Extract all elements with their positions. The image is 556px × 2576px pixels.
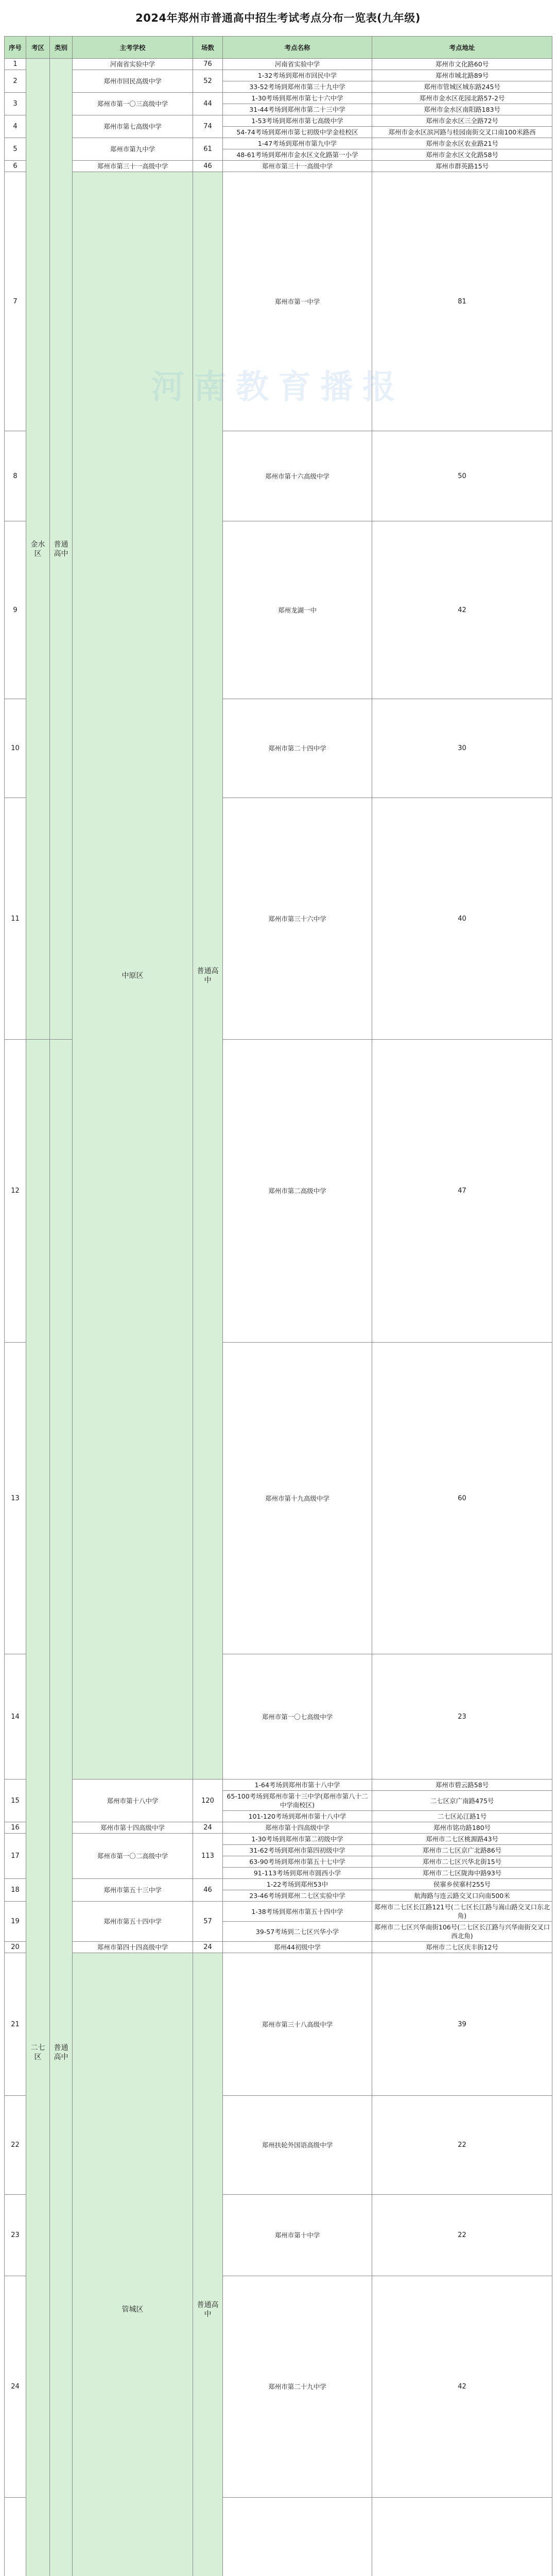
count-cell [372, 2498, 552, 2576]
school-cell: 郑州市第七高级中学 [73, 115, 193, 138]
seq-cell: 1 [5, 59, 26, 70]
site-name-cell: 1-64考场到郑州市第十八中学 [223, 1780, 372, 1791]
count-cell: 74 [193, 115, 223, 138]
seq-cell: 12 [5, 1040, 26, 1343]
seq-cell: 20 [5, 1942, 26, 1953]
header-type: 类别 [50, 37, 73, 59]
seq-cell: 3 [5, 93, 26, 115]
count-cell: 81 [372, 172, 552, 431]
seq-cell: 17 [5, 1834, 26, 1879]
site-address-cell: 郑州市文化路60号 [372, 59, 552, 70]
exam-site-table [4, 36, 552, 2576]
count-cell: 57 [193, 1902, 223, 1942]
site-address-cell: 郑州市城北路89号 [372, 70, 552, 81]
count-cell: 23 [372, 1654, 552, 1780]
watermark: 河南教育播报 [0, 361, 556, 408]
count-cell: 113 [193, 1834, 223, 1879]
site-address-cell: 侯寨乡侯寨村255号 [372, 1879, 552, 1890]
site-address-cell: 郑州市碧云路58号 [372, 1780, 552, 1791]
header-site-address: 考点地址 [372, 37, 552, 59]
count-cell: 24 [193, 1942, 223, 1953]
count-cell: 40 [372, 798, 552, 1040]
site-name-cell: 91-113考场到郑州市圆西小学 [223, 1868, 372, 1879]
table-row [5, 59, 552, 70]
site-address-cell: 郑州市二七区陇海中路93号 [372, 1868, 552, 1879]
header-count: 场数 [193, 37, 223, 59]
school-cell: 郑州市第十中学 [223, 2195, 372, 2276]
seq-cell: 24 [5, 2276, 26, 2498]
table-row [5, 172, 552, 297]
seq-cell: 15 [5, 1780, 26, 1822]
site-name-cell: 48-61考场到郑州市金水区文化路第一小学 [223, 149, 372, 161]
count-cell: 22 [372, 2096, 552, 2195]
table-row [5, 115, 552, 127]
count-cell: 46 [193, 1879, 223, 1902]
table-row [5, 70, 552, 81]
seq-cell: 2 [5, 70, 26, 93]
category-cell: 普通高中 [50, 1040, 73, 2576]
count-cell: 30 [372, 699, 552, 798]
district-cell: 金水区 [26, 59, 50, 1040]
count-cell: 39 [372, 1953, 552, 2096]
table-header-row [5, 37, 552, 59]
category-cell: 普通高中 [50, 59, 73, 1040]
school-cell: 郑州市第十九高级中学 [223, 1343, 372, 1654]
school-cell: 郑州市第十八中学 [73, 1780, 193, 1822]
site-name-cell: 63-90考场到郑州市第五十七中学 [223, 1856, 372, 1868]
count-cell: 42 [372, 2276, 552, 2498]
seq-cell: 7 [5, 172, 26, 431]
seq-cell: 10 [5, 699, 26, 798]
seq-cell: 16 [5, 1822, 26, 1834]
seq-cell: 22 [5, 2096, 26, 2195]
header-district: 考区 [26, 37, 50, 59]
school-cell: 郑州市第二十九中学 [223, 2276, 372, 2498]
site-address-cell: 郑州市金水区文化路58号 [372, 149, 552, 161]
table-row [5, 1822, 552, 1834]
site-address-cell: 郑州市金水区南阳路183号 [372, 104, 552, 115]
school-cell: 郑州市第四十四高级中学 [73, 1942, 193, 1953]
school-cell: 郑州市回民高级中学 [73, 70, 193, 93]
count-cell: 76 [193, 59, 223, 70]
count-cell: 44 [193, 93, 223, 115]
site-name-cell: 1-38考场到郑州市第五十四中学 [223, 1902, 372, 1922]
seq-cell: 23 [5, 2195, 26, 2276]
site-name-cell: 33-52考场到郑州市第三十九中学 [223, 81, 372, 93]
count-cell: 22 [372, 2195, 552, 2276]
site-name-cell: 河南省实验中学 [223, 59, 372, 70]
site-name-cell: 郑州44初级中学 [223, 1942, 372, 1953]
site-name-cell: 23-46考场到郑州二七区实验中学 [223, 1890, 372, 1902]
table-row [5, 1942, 552, 1953]
site-name-cell: 1-47考场到郑州市第九中学 [223, 138, 372, 149]
school-cell: 郑州市第一中学 [223, 172, 372, 431]
school-cell [223, 2498, 372, 2576]
seq-cell: 8 [5, 431, 26, 521]
header-seq: 序号 [5, 37, 26, 59]
school-cell: 郑州市第三十一高级中学 [73, 161, 193, 172]
school-cell: 郑州市第九中学 [73, 138, 193, 161]
page-title: 2024年郑州市普通高中招生考试考点分布一览表(九年级) [0, 0, 556, 36]
site-address-cell: 二七区京广南路475号 [372, 1791, 552, 1811]
site-name-cell: 54-74考场到郑州市第七初级中学金桂校区 [223, 127, 372, 138]
site-name-cell: 1-22考场到郑州53中 [223, 1879, 372, 1890]
seq-cell: 11 [5, 798, 26, 1040]
seq-cell: 19 [5, 1902, 26, 1942]
school-cell: 河南省实验中学 [73, 59, 193, 70]
table-row [5, 1780, 552, 1791]
district-cell: 二七区 [26, 1040, 50, 2576]
table-row [5, 138, 552, 149]
count-cell: 52 [193, 70, 223, 93]
site-name-cell: 65-100考场到郑州市第十三中学(郑州市第八十二中学南校区) [223, 1791, 372, 1811]
site-name-cell: 郑州市第十四高级中学 [223, 1822, 372, 1834]
seq-cell: 6 [5, 161, 26, 172]
site-address-cell: 郑州市金水区滨河路与桂园南街交叉口南100米路西 [372, 127, 552, 138]
school-cell: 郑州市第一〇三高级中学 [73, 93, 193, 115]
category-cell: 普通高中 [193, 172, 223, 1780]
table-row [5, 1879, 552, 1890]
school-cell: 郑州龙湖一中 [223, 521, 372, 699]
school-cell: 郑州市第三十六中学 [223, 798, 372, 1040]
site-address-cell: 郑州市二七区桃源路43号 [372, 1834, 552, 1845]
table-row [5, 1953, 552, 2096]
site-name-cell: 1-53考场到郑州市第七高级中学 [223, 115, 372, 127]
site-address-cell: 郑州市铭功路180号 [372, 1822, 552, 1834]
site-address-cell: 郑州市群英路15号 [372, 161, 552, 172]
site-address-cell: 郑州市金水区花园北路57-2号 [372, 93, 552, 104]
site-name-cell: 101-120考场到郑州市第十八中学 [223, 1811, 372, 1822]
table-row [5, 161, 552, 172]
site-address-cell: 二七区沁江路1号 [372, 1811, 552, 1822]
school-cell: 郑州市第十六高级中学 [223, 431, 372, 521]
site-address-cell: 郑州市金水区农业路21号 [372, 138, 552, 149]
school-cell: 郑州市第十四高级中学 [73, 1822, 193, 1834]
school-cell: 郑州扶轮外国语高级中学 [223, 2096, 372, 2195]
seq-cell: 5 [5, 138, 26, 161]
site-address-cell: 郑州市金水区三全路72号 [372, 115, 552, 127]
school-cell: 郑州市第二十四中学 [223, 699, 372, 798]
school-cell: 郑州市第二高级中学 [223, 1040, 372, 1343]
site-name-cell: 31-62考场到郑州市第四初级中学 [223, 1845, 372, 1856]
site-address-cell: 郑州市管城区城东路245号 [372, 81, 552, 93]
site-name-cell: 39-57考场到二七区兴华小学 [223, 1922, 372, 1942]
seq-cell [5, 2498, 26, 2576]
district-cell: 中原区 [73, 172, 193, 1780]
site-name-cell: 1-30考场到郑州市第二初级中学 [223, 1834, 372, 1845]
count-cell: 60 [372, 1343, 552, 1654]
category-cell: 普通高中 [193, 1953, 223, 2576]
seq-cell: 9 [5, 521, 26, 699]
count-cell: 50 [372, 431, 552, 521]
district-cell: 管城区 [73, 1953, 193, 2576]
site-address-cell: 郑州市二七区长江路121号(二七区长江路与嵩山路交叉口东北角) [372, 1902, 552, 1922]
school-cell: 郑州市第五十三中学 [73, 1879, 193, 1902]
school-cell: 郑州市第一〇七高级中学 [223, 1654, 372, 1780]
count-cell: 120 [193, 1780, 223, 1822]
seq-cell: 18 [5, 1879, 26, 1902]
site-address-cell: 郑州市二七区庆丰街12号 [372, 1942, 552, 1953]
header-site-name: 考点名称 [223, 37, 372, 59]
site-address-cell: 郑州市二七区兴华南街106号(二七区长江路与兴华南街交叉口西北角) [372, 1922, 552, 1942]
count-cell: 47 [372, 1040, 552, 1343]
seq-cell: 14 [5, 1654, 26, 1780]
school-cell: 郑州市第一〇二高级中学 [73, 1834, 193, 1879]
seq-cell: 4 [5, 115, 26, 138]
header-school: 主考学校 [73, 37, 193, 59]
site-name-cell: 郑州市第三十一高级中学 [223, 161, 372, 172]
table-row [5, 1834, 552, 1845]
site-address-cell: 航海路与连云路交叉口向南500米 [372, 1890, 552, 1902]
count-cell: 46 [193, 161, 223, 172]
seq-cell: 21 [5, 1953, 26, 2096]
school-cell: 郑州市第五十四中学 [73, 1902, 193, 1942]
school-cell: 郑州市第三十八高级中学 [223, 1953, 372, 2096]
seq-cell: 13 [5, 1343, 26, 1654]
count-cell: 24 [193, 1822, 223, 1834]
count-cell: 61 [193, 138, 223, 161]
table-row [5, 1902, 552, 1922]
count-cell: 42 [372, 521, 552, 699]
site-name-cell: 31-44考场到郑州市第二十三中学 [223, 104, 372, 115]
site-name-cell: 1-30考场到郑州市第七十六中学 [223, 93, 372, 104]
site-name-cell: 1-32考场到郑州市回民中学 [223, 70, 372, 81]
table-row [5, 93, 552, 104]
site-address-cell: 郑州市二七区京广北路86号 [372, 1845, 552, 1856]
site-address-cell: 郑州市二七区兴华北街15号 [372, 1856, 552, 1868]
